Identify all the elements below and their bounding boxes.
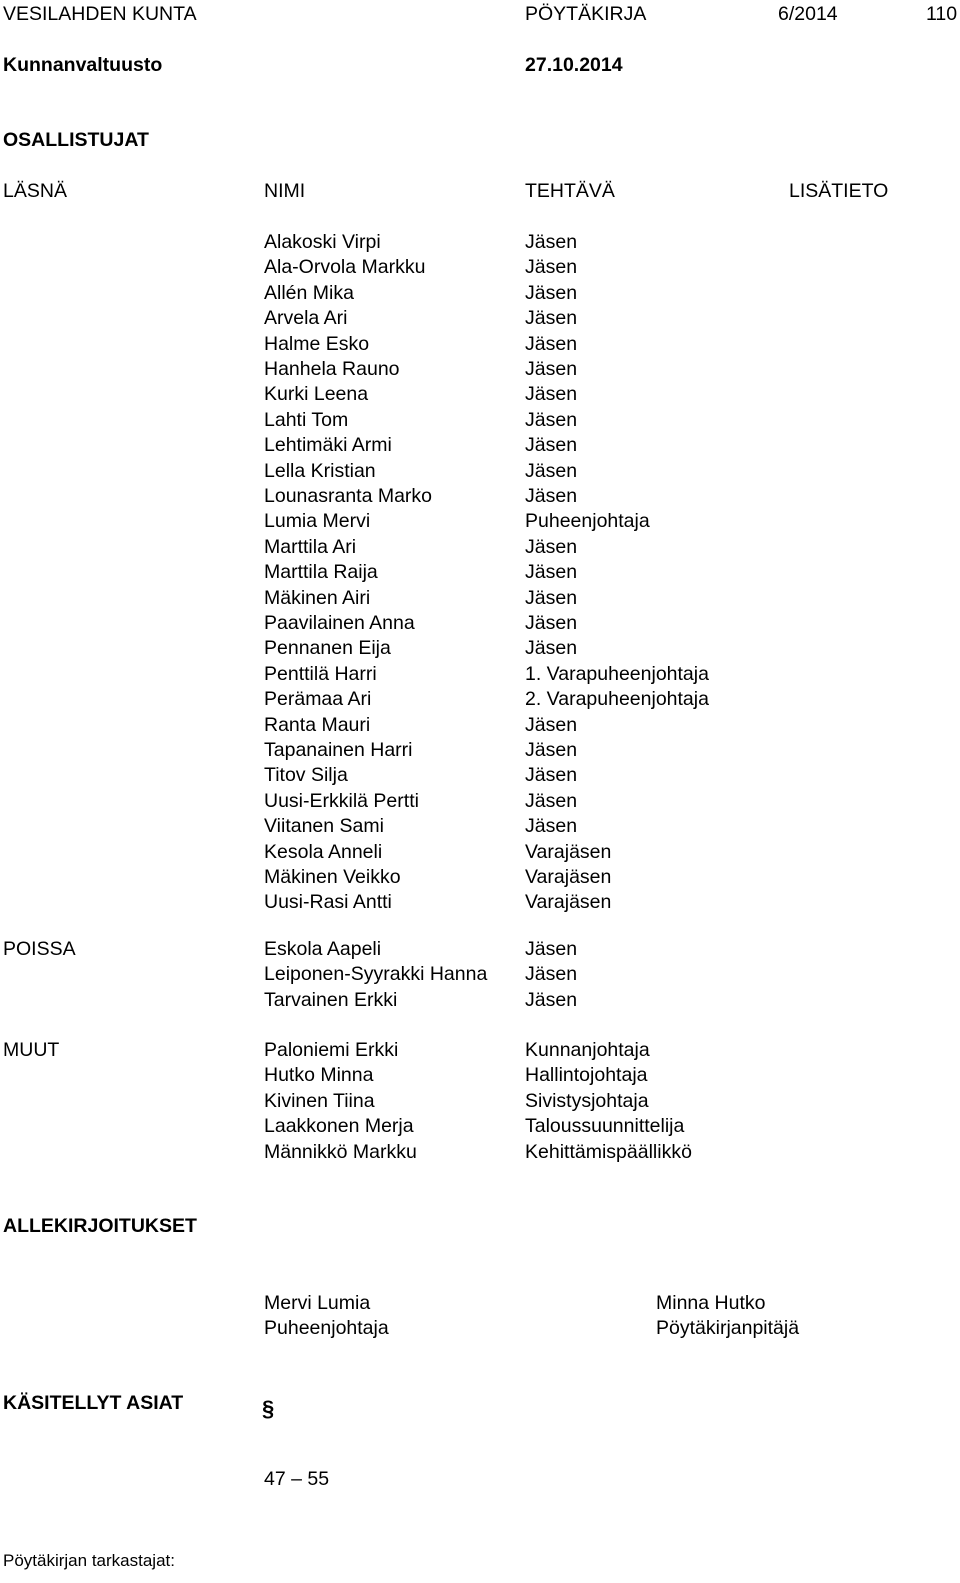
participant-row [0,258,960,283]
participant-role: Jäsen [525,459,578,482]
participant-role: Jäsen [525,434,578,457]
participant-row [0,1140,960,1168]
secretary-role: Pöytäkirjanpitäjä [656,1317,800,1339]
organization-name: VESILAHDEN KUNTA [3,3,197,25]
participant-name: Ranta Mauri [264,713,371,736]
participant-role: Varajäsen [525,840,612,863]
participant-role: Jäsen [525,256,578,279]
page-number: 110 [926,3,958,25]
participant-row [0,789,960,817]
participant-role: Varajäsen [525,866,612,888]
participant-name: Eskola Aapeli [264,938,382,960]
participant-row [0,233,960,258]
participant-row [0,385,960,410]
participant-row [0,360,960,385]
participant-row [0,868,960,893]
participant-name: Hanhela Rauno [264,358,400,380]
participant-role: Kunnanjohtaja [525,1039,650,1061]
participant-name: Marttila Raija [264,561,378,584]
participant-name: Lehtimäki Armi [264,434,392,457]
participant-role: Jäsen [525,815,578,838]
participant-name: Halme Esko [264,332,370,355]
handled-items-range: 47 – 55 [264,1468,330,1490]
column-header-role: TEHTÄVÄ [525,180,615,202]
section-sign-icon: § [262,1396,275,1421]
participant-name: Lumia Mervi [264,510,371,533]
participant-name: Penttilä Harri [264,662,377,685]
column-header-name: NIMI [264,180,306,202]
participant-name: Mäkinen Veikko [264,866,401,888]
governing-body: Kunnanvaltuusto [3,54,163,76]
participant-role: Jäsen [525,332,578,355]
participant-role: Jäsen [525,561,578,584]
participant-row [0,690,960,715]
participant-row [0,741,960,766]
participant-row [0,586,960,614]
participant-row [0,713,960,741]
participant-row [0,1089,960,1117]
participant-row [0,408,960,436]
section-label: POISSA [3,938,76,960]
participant-role: Jäsen [525,231,578,253]
participant-name: Kivinen Tiina [264,1089,375,1112]
participant-name: Lella Kristian [264,459,376,482]
participant-role: Jäsen [525,988,578,1011]
participant-name: Uusi-Erkkilä Pertti [264,789,419,812]
participant-role: Jäsen [525,612,578,634]
participant-role: Sivistysjohtaja [525,1089,649,1112]
participant-role: Jäsen [525,307,578,330]
participant-row [0,1117,960,1142]
participant-role: Varajäsen [525,891,612,914]
participant-role: Jäsen [525,586,578,609]
participant-name: Lahti Tom [264,408,349,431]
participant-name: Uusi-Rasi Antti [264,891,392,914]
participant-row [0,817,960,842]
participant-role: Jäsen [525,764,578,787]
section-label: MUUT [3,1039,60,1061]
reviewers-label: Pöytäkirjan tarkastajat: [3,1551,175,1570]
participant-name: Mäkinen Airi [264,586,371,609]
participant-name: Hutko Minna [264,1064,374,1087]
secretary-name: Minna Hutko [656,1292,766,1314]
participant-name: Tarvainen Erkki [264,988,398,1011]
participant-role: Puheenjohtaja [525,510,650,533]
participant-name: Titov Silja [264,764,348,787]
participant-row [0,1041,960,1066]
participant-name: Alakoski Virpi [264,231,381,253]
participant-name: Laakkonen Merja [264,1115,414,1138]
participant-row [0,988,960,1016]
signatures-title: ALLEKIRJOITUKSET [3,1215,197,1237]
participant-name: Lounasranta Marko [264,485,433,507]
participant-role: Jäsen [525,789,578,812]
participant-role: Jäsen [525,408,578,431]
participant-name: Tapanainen Harri [264,739,413,761]
participant-name: Paavilainen Anna [264,612,415,634]
participant-name: Leiponen-Syyrakki Hanna [264,963,488,986]
participant-role: 1. Varapuheenjohtaja [525,662,709,685]
participant-name: Arvela Ari [264,307,348,330]
column-header-info: LISÄTIETO [789,180,889,202]
participant-role: Jäsen [525,535,578,558]
meeting-date: 27.10.2014 [525,54,623,76]
participant-role: Jäsen [525,713,578,736]
participant-row [0,840,960,868]
participant-row [0,965,960,990]
participant-role: Hallintojohtaja [525,1064,648,1087]
participant-row [0,512,960,537]
participant-role: 2. Varapuheenjohtaja [525,688,709,711]
participant-name: Paloniemi Erkki [264,1039,399,1061]
participant-row [0,436,960,461]
participant-name: Männikkö Markku [264,1140,417,1163]
participant-row [0,614,960,639]
column-header-present: LÄSNÄ [3,180,67,202]
participant-role: Jäsen [525,281,578,304]
participant-row [0,766,960,791]
participant-row [0,662,960,690]
participant-name: Viitanen Sami [264,815,384,838]
participant-role: Jäsen [525,485,578,507]
participant-row [0,535,960,563]
handled-items-title: KÄSITELLYT ASIAT [3,1392,184,1414]
participant-row [0,332,960,360]
participant-row [0,1066,960,1091]
participant-role: Jäsen [525,938,578,960]
participant-row [0,281,960,309]
participant-row [0,563,960,588]
participant-name: Kesola Anneli [264,840,383,863]
participant-row [0,487,960,512]
chair-name: Mervi Lumia [264,1292,371,1314]
participant-role: Jäsen [525,358,578,380]
participant-name: Ala-Orvola Markku [264,256,426,279]
participant-name: Allén Mika [264,281,354,304]
participant-name: Marttila Ari [264,535,357,558]
participant-role: Jäsen [525,637,578,660]
chair-role: Puheenjohtaja [264,1317,389,1339]
document-number: 6/2014 [778,3,838,25]
participant-name: Kurki Leena [264,383,369,406]
document-type: PÖYTÄKIRJA [525,3,647,25]
participant-name: Pennanen Eija [264,637,391,660]
participant-role: Jäsen [525,963,578,986]
participant-row [0,309,960,334]
participant-name: Perämaa Ari [264,688,372,711]
participant-role: Jäsen [525,383,578,406]
participant-row [0,639,960,664]
participant-row [0,459,960,487]
participant-role: Jäsen [525,739,578,761]
participant-row [0,893,960,918]
participants-title: OSALLISTUJAT [3,129,149,151]
participant-row [0,940,960,965]
participant-role: Kehittämispäällikkö [525,1140,692,1163]
participant-role: Taloussuunnittelija [525,1115,685,1138]
